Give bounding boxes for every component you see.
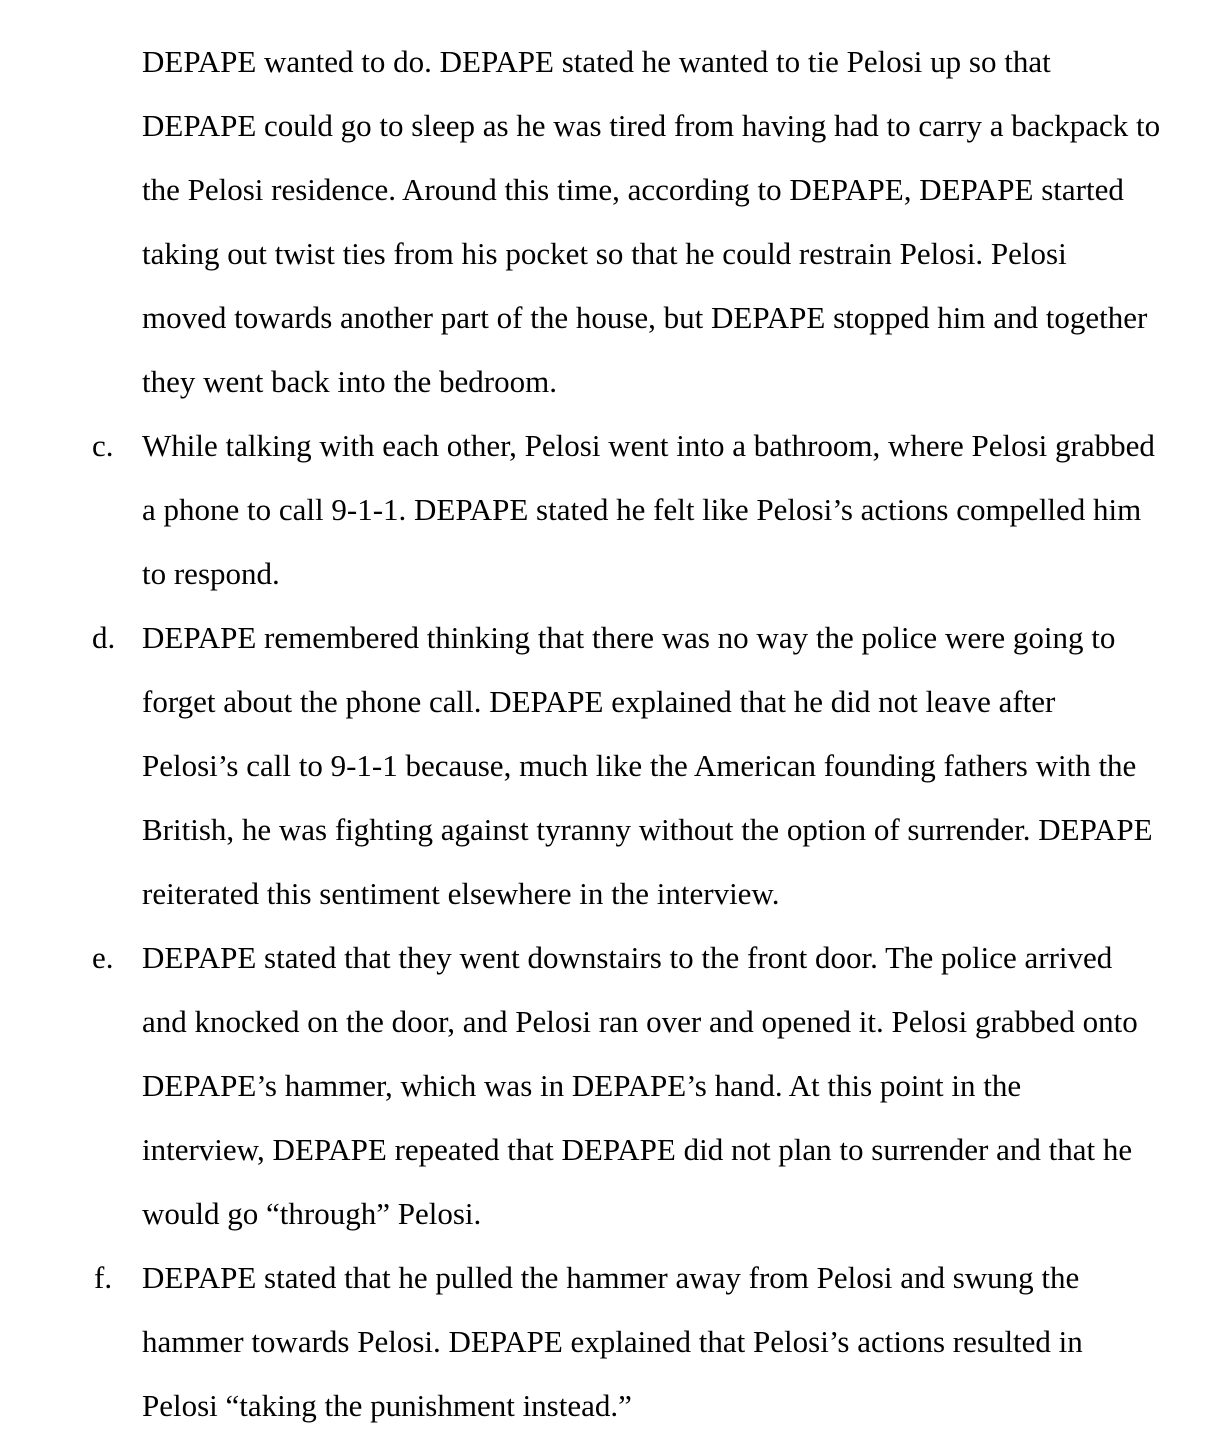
- text-line: DEPAPE wanted to do. DEPAPE stated he wanted to tie Pelosi up so that: [142, 44, 1051, 79]
- text-line: DEPAPE’s hammer, which was in DEPAPE’s hand. At this point in the: [142, 1068, 1022, 1103]
- text-line: would go “through” Pelosi.: [142, 1196, 482, 1231]
- text-line: hammer towards Pelosi. DEPAPE explained that Pelosi’s actions resulted in: [142, 1324, 1083, 1359]
- text-line: DEPAPE could go to sleep as he was tired from having had to carry a backpack to: [142, 108, 1161, 143]
- text-line: DEPAPE stated that they went downstairs to the front door. The police arrived: [142, 940, 1113, 975]
- text-line: taking out twist ties from his pocket so that he could restrain Pelosi. Pelosi: [142, 236, 1067, 271]
- text-line: Pelosi’s call to 9-1-1 because, much like the American founding fathers with the: [142, 748, 1137, 783]
- text-line: reiterated this sentiment elsewhere in the interview.: [142, 876, 780, 911]
- text-line: forget about the phone call. DEPAPE explained that he did not leave after: [142, 684, 1056, 719]
- text-line: interview, DEPAPE repeated that DEPAPE did not plan to surrender and that he: [142, 1132, 1133, 1167]
- text-line: the Pelosi residence. Around this time, according to DEPAPE, DEPAPE started: [142, 172, 1124, 207]
- text-line: British, he was fighting against tyranny without the option of surrender. DEPAPE: [142, 812, 1153, 847]
- list-marker-c: c.: [92, 428, 114, 463]
- text-line: to respond.: [142, 556, 280, 591]
- list-marker-d: d.: [92, 620, 116, 655]
- text-line: moved towards another part of the house, but DEPAPE stopped him and together: [142, 300, 1148, 335]
- text-line: While talking with each other, Pelosi went into a bathroom, where Pelosi grabbed: [142, 428, 1155, 463]
- text-line: Pelosi “taking the punishment instead.”: [142, 1388, 632, 1423]
- list-marker-e: e.: [92, 940, 114, 975]
- text-line: a phone to call 9-1-1. DEPAPE stated he felt like Pelosi’s actions compelled him: [142, 492, 1142, 527]
- text-line: they went back into the bedroom.: [142, 364, 557, 399]
- text-line: DEPAPE remembered thinking that there was no way the police were going to: [142, 620, 1116, 655]
- list-marker-f: f.: [94, 1260, 113, 1295]
- text-line: and knocked on the door, and Pelosi ran over and opened it. Pelosi grabbed onto: [142, 1004, 1138, 1039]
- text-line: DEPAPE stated that he pulled the hammer away from Pelosi and swung the: [142, 1260, 1080, 1295]
